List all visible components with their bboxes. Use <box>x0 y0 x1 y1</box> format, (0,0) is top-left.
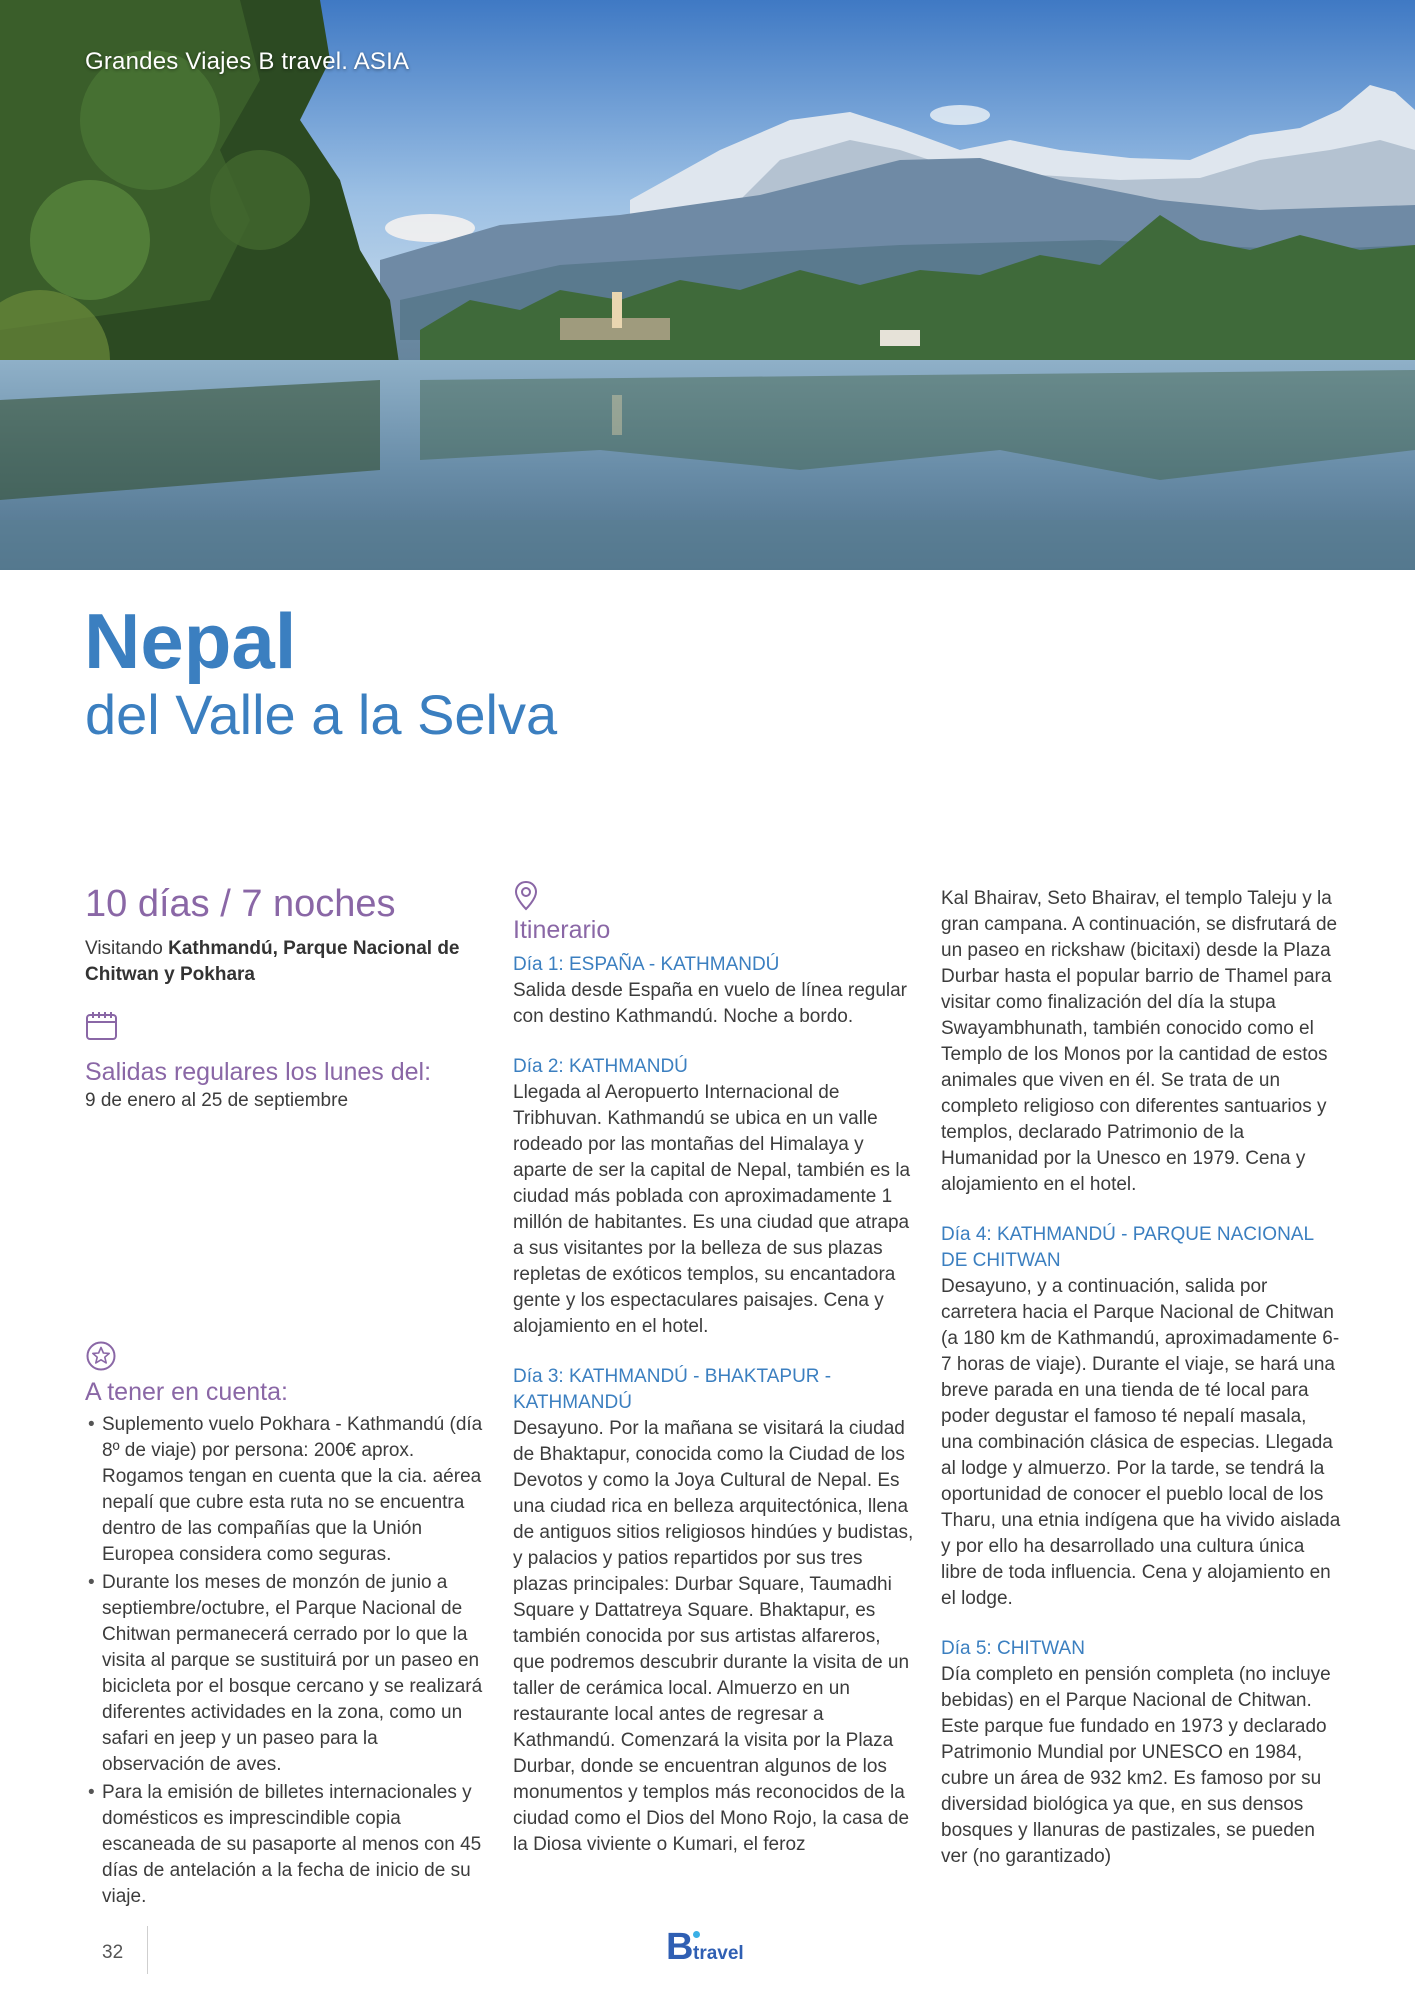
location-pin-icon <box>513 880 539 912</box>
itinerary-column-1 <box>513 880 915 1858</box>
day-4-text: Desayuno, y a continuación, salida por carretera hacia el Parque Nacional de Chitwan (a 180 km de Kathmandú, aproximadamente 6-7 horas de viaje). Durante el viaje, se hará una breve parada en una tienda de té local para poder degustar el famoso té nepalí masala, una combinación clásica de especias. Llegada al lodge y almuerzo. Por la tarde, se tendrá la oportunidad de conocer el pueblo local de los Tharu, una etnia indígena que ha vivido aislada y por ello ha desarrollado una cultura única libre de toda influencia. Cena y alojamiento en el lodge. <box>941 1276 1341 1609</box>
note-item: • Durante los meses de monzón de junio a septiembre/octubre, el Parque Nacional de Chitwan permanecerá cerrado por lo que la visita al parque se sustituirá por un paseo en bicicleta por el bosque cercano y se realizará diferentes actividades en la zona, como un safari en jeep y un paseo para la observación de aves. <box>85 1570 485 1778</box>
logo-dot <box>693 1931 700 1938</box>
nepal-landscape-illustration <box>0 0 1415 570</box>
calendar-icon <box>85 1010 119 1042</box>
day-5-text: Día completo en pensión completa (no incluye bebidas) en el Parque Nacional de Chitwan. Este parque fue fundado en 1973 y declarado Patrimonio Mundial por UNESCO en 1984, cubre un área de 932 km2. Es famoso por su diversidad biológica ya que, en sus densos bosques y llanuras de pastizales, se pueden ver (no garantizado) <box>941 1664 1331 1867</box>
btravel-logo <box>666 1924 756 1970</box>
itinerary-column-2 <box>941 886 1341 1870</box>
day-1-title: Día 1: ESPAÑA - KATHMANDÚ <box>513 954 780 975</box>
page-subtitle: del Valle a la Selva <box>85 683 558 746</box>
itinerary-heading: Itinerario <box>513 916 611 944</box>
header-label: Grandes Viajes B travel. ASIA <box>85 48 410 75</box>
notes-heading: A tener en cuenta: <box>85 1378 288 1406</box>
page-title: Nepal <box>84 597 297 685</box>
logo-text: travel <box>693 1943 744 1964</box>
note-item: • Para la emisión de billetes internacionales y domésticos es imprescindible copia escaneada de su pasaporte al menos con 45 días de antelación a la fecha de inicio de su viaje. <box>85 1780 485 1910</box>
day-3-text: Desayuno. Por la mañana se visitará la ciudad de Bhaktapur, conocida como la Ciudad de los Devotos y como la Joya Cultural de Nepal. Es una ciudad rica en belleza arquitectónica, llena de antiguos sitios religiosos hindúes y budistas, y palacios y patios repartidos por sus tres plazas principales: Durbar Square, Taumadhi Square y Dattatreya Square. Bhaktapur, es también conocida por sus artistas alfareros, que podremos descubrir durante la visita de un taller de cerámica local. Almuerzo en un restaurante local antes de regresar a Kathmandú. Comenzará la visita por la Plaza Durbar, donde se encuentran algunos de los monumentos y templos más reconocidos de la ciudad como el Dios del Mono Rojo, la casa de la Diosa viviente o Kumari, el feroz <box>513 1418 914 1855</box>
departures-heading: Salidas regulares los lunes del: <box>85 1058 432 1086</box>
trip-duration: 10 días / 7 noches <box>85 883 396 925</box>
day-5-title: Día 5: CHITWAN <box>941 1638 1085 1659</box>
departures-dates: 9 de enero al 25 de septiembre <box>85 1090 349 1111</box>
day-2-text: Llegada al Aeropuerto Internacional de Tribhuvan. Kathmandú se ubica en un valle rodeado por las montañas del Himalaya y aparte de ser la capital de Nepal, también es la ciudad más poblada con aproximadamente 1 millón de habitantes. Es una ciudad que atrapa a sus visitantes por la belleza de sus plazas repletas de exóticos templos, su encantadora gente y los espectaculares paisajes. Cena y alojamiento en el hotel. <box>513 1082 911 1337</box>
day-1-text: Salida desde España en vuelo de línea regular con destino Kathmandú. Noche a bordo. <box>513 980 908 1027</box>
visiting-text <box>85 936 485 988</box>
visiting-places: Kathmandú, Parque Nacional de Chitwan y Pokhara <box>85 938 460 985</box>
day-4-title: Día 4: KATHMANDÚ - PARQUE NACIONAL DE CHITWAN <box>941 1224 1314 1271</box>
star-icon <box>85 1340 117 1372</box>
summary-column <box>85 880 485 1912</box>
notes-list <box>85 1412 485 1910</box>
page-number: 32 <box>102 1942 124 1963</box>
day-3-text-continued: Kal Bhairav, Seto Bhairav, el templo Taleju y la gran campana. A continuación, se disfrutará de un paseo en rickshaw (bicitaxi) desde la Plaza Durbar hasta el popular barrio de Thamel para visitar como finalización del día la stupa Swayambhunath, también conocido como el Templo de los Monos por la cantidad de estos animales que viven en él. Se trata de un completo religioso con diferentes santuarios y templos, declarado Patrimonio de la Humanidad por la Unesco en 1979. Cena y alojamiento en el hotel. <box>941 888 1338 1195</box>
note-item: • Suplemento vuelo Pokhara - Kathmandú (día 8º de viaje) por persona: 200€ aprox. Rogamos tengan en cuenta que la cia. aérea nepalí que cubre esta ruta no se encuentra dentro de las compañías que la Unión Europea considera como seguras. <box>85 1412 485 1568</box>
visiting-prefix: Visitando <box>85 938 169 959</box>
logo-letter: B <box>666 1926 694 1968</box>
day-3-title: Día 3: KATHMANDÚ - BHAKTAPUR - KATHMANDÚ <box>513 1366 832 1413</box>
hero-photo <box>0 0 1415 570</box>
day-2-title: Día 2: KATHMANDÚ <box>513 1056 688 1077</box>
footer-divider <box>147 1926 148 1974</box>
